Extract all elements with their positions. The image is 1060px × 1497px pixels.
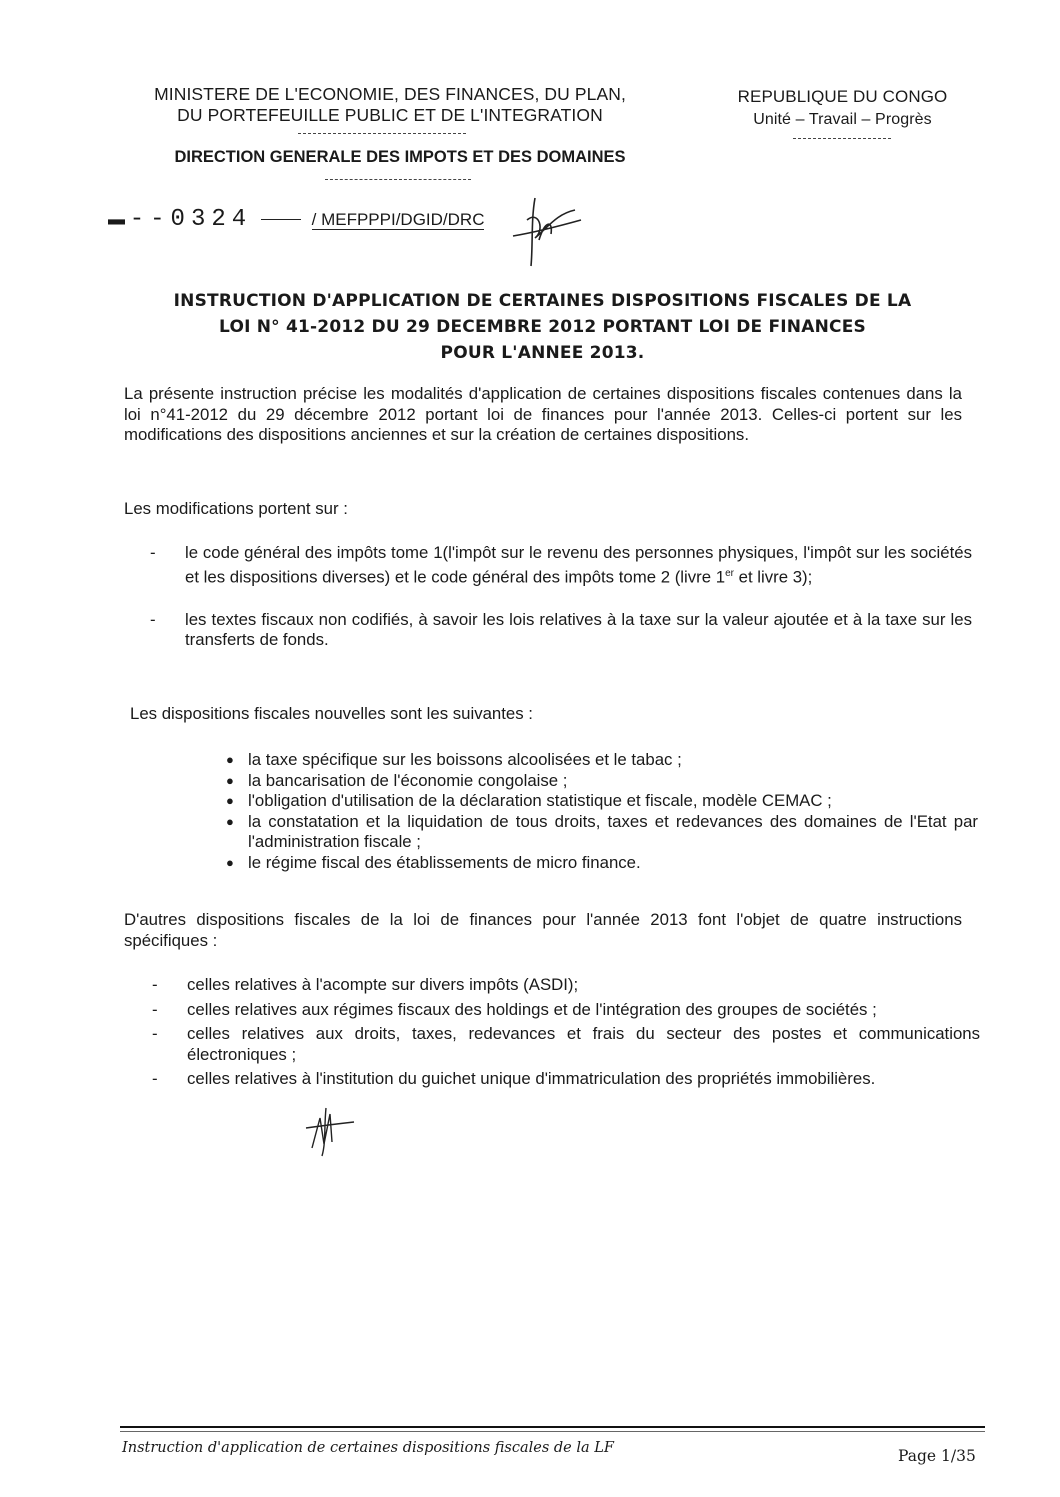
new-provisions-list <box>226 750 978 873</box>
dash-marker: - <box>150 543 156 562</box>
bullet-icon: ● <box>226 813 234 829</box>
list-item <box>152 1024 980 1065</box>
reference-number: --0324 <box>129 206 253 233</box>
country-name: REPUBLIQUE DU CONGO <box>737 87 948 106</box>
bullet-icon: ● <box>226 772 234 788</box>
list-item-text: la constatation et la liquidation de tous droits, taxes et redevances des domaines de l'Etat par l'administration fiscale ; <box>248 811 978 851</box>
modifications-heading: Les modifications portent sur : <box>124 499 348 518</box>
country-header <box>690 86 995 130</box>
country-divider <box>793 138 891 139</box>
dash-marker: - <box>150 609 156 629</box>
list-item <box>226 771 978 792</box>
reference-mark: ▬ <box>108 209 125 229</box>
bullet-icon: ● <box>226 793 234 808</box>
title-line-2: LOI N° 41-2012 DU 29 DECEMBRE 2012 PORTANT LOI DE FINANCES <box>219 317 866 337</box>
list-item-text: le code général des impôts tome 1(l'impôt sur le revenu des personnes physiques, l'impôt sur les sociétés et les dispositions diverses) et le code général des impôts tome 2 (livre 1er et livre 3); <box>185 543 972 587</box>
dash-marker: - <box>152 975 158 994</box>
header-divider <box>298 133 466 134</box>
list-item <box>226 853 978 874</box>
other-provisions-list <box>152 975 980 1094</box>
ministry-header <box>95 84 685 126</box>
page-number: Page 1/35 <box>898 1447 976 1465</box>
list-item-text: la bancarisation de l'économie congolaise ; <box>248 770 568 790</box>
bullet-icon: ● <box>226 752 234 767</box>
list-item <box>226 791 978 812</box>
footer-rule <box>120 1426 985 1428</box>
list-item <box>226 812 978 853</box>
list-item <box>226 750 978 771</box>
dash-marker: - <box>152 999 158 1019</box>
list-item-text: l'obligation d'utilisation de la déclaration statistique et fiscale, modèle CEMAC ; <box>248 791 832 810</box>
list-item-text: celles relatives aux droits, taxes, redevances et frais du secteur des postes et communications électroniques ; <box>187 1024 980 1064</box>
list-item <box>152 1000 980 1021</box>
dash-marker: - <box>152 1024 158 1043</box>
list-item <box>150 610 972 651</box>
title-line-3: POUR L'ANNEE 2013. <box>440 343 645 363</box>
list-item-text: celles relatives à l'acompte sur divers impôts (ASDI); <box>187 975 579 994</box>
intro-paragraph: La présente instruction précise les modalités d'application de certaines dispositions fiscales contenues dans la loi n°41-2012 du 29 décembre 2012 portant loi de finances pour l'année 2013. Celles-ci portent sur les modifications des dispositions anciennes et sur la création de certaines dispositions. <box>124 384 962 444</box>
list-item-text: celles relatives à l'institution du guichet unique d'immatriculation des propriétés immobilières. <box>187 1069 876 1088</box>
new-provisions-heading: Les dispositions fiscales nouvelles sont les suivantes : <box>130 704 533 723</box>
reference-line <box>108 206 484 240</box>
document-title <box>120 288 965 366</box>
direction-title: DIRECTION GENERALE DES IMPOTS ET DES DOMAINES <box>174 148 626 166</box>
footer-rule-thin <box>120 1431 985 1432</box>
list-item-text: celles relatives aux régimes fiscaux des holdings et de l'intégration des groupes de sociétés ; <box>187 999 877 1019</box>
list-item <box>152 975 980 996</box>
list-item <box>150 543 972 588</box>
ministry-line-1: MINISTERE DE L'ECONOMIE, DES FINANCES, DU PLAN, <box>154 84 626 104</box>
bullet-icon: ● <box>226 854 234 870</box>
reference-code: / MEFPPPI/DGID/DRC <box>311 209 485 229</box>
modifications-list <box>150 543 972 671</box>
list-item <box>152 1069 980 1090</box>
signature-initials-icon <box>505 190 585 270</box>
footer-document-title: Instruction d'application de certaines dispositions fiscales de la LF <box>122 1440 614 1456</box>
country-motto: Unité – Travail – Progrès <box>753 111 932 128</box>
other-provisions-intro: D'autres dispositions fiscales de la loi de finances pour l'année 2013 font l'objet de quatre instructions spécifiques : <box>124 910 962 950</box>
list-item-text: les textes fiscaux non codifiés, à savoir les lois relatives à la taxe sur la valeur ajoutée et à la taxe sur les transferts de fonds. <box>185 609 972 650</box>
ministry-line-2: DU PORTEFEUILLE PUBLIC ET DE L'INTEGRATION <box>177 105 603 125</box>
dash-marker: - <box>152 1069 158 1088</box>
title-line-1: INSTRUCTION D'APPLICATION DE CERTAINES DISPOSITIONS FISCALES DE LA <box>173 291 912 311</box>
signature-initials-icon <box>300 1098 360 1158</box>
list-item-text: le régime fiscal des établissements de micro finance. <box>248 852 641 872</box>
direction-divider <box>325 179 471 180</box>
reference-underline <box>261 219 301 220</box>
list-item-text: la taxe spécifique sur les boissons alcoolisées et le tabac ; <box>248 750 682 769</box>
